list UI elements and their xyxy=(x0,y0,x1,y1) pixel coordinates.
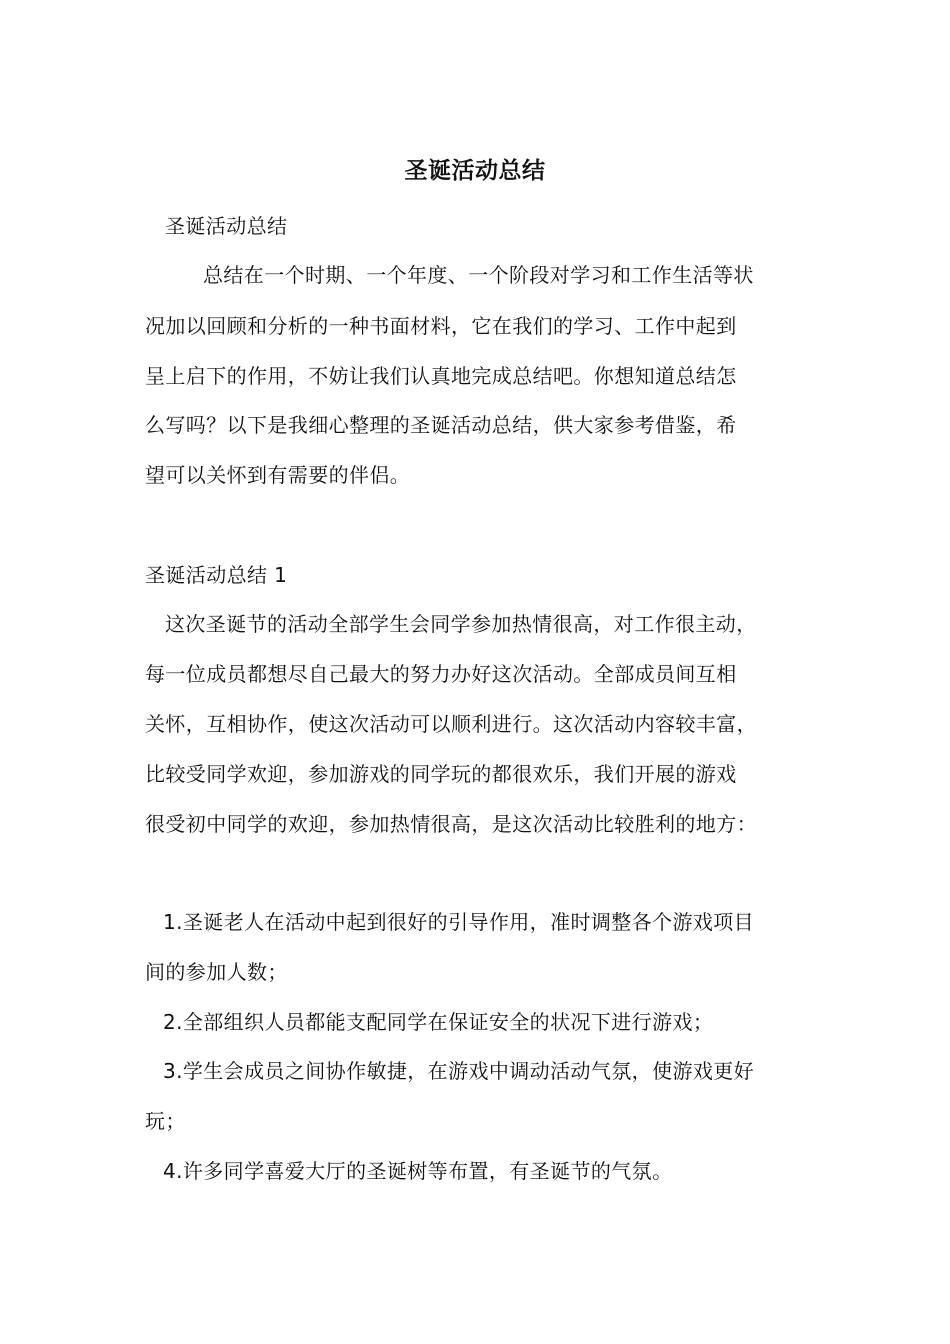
list-item: 3.学生会成员之间协作敏捷，在游戏中调动活动气氛，使游戏更好 xyxy=(163,1059,755,1083)
section-line: 很受初中同学的欢迎，参加热情很高，是这次活动比较胜利的地方： xyxy=(145,812,757,836)
subtitle: 圣诞活动总结 xyxy=(165,214,288,238)
intro-line: 么写吗？以下是我细心整理的圣诞活动总结，供大家参考借鉴，希 xyxy=(145,413,737,437)
list-item: 间的参加人数； xyxy=(145,960,288,984)
list-item: 4.许多同学喜爱大厅的圣诞树等布置，有圣诞节的气氛。 xyxy=(163,1159,673,1183)
list-item: 2.全部组织人员都能支配同学在保证安全的状况下进行游戏； xyxy=(163,1010,714,1034)
list-item: 1.圣诞老人在活动中起到很好的引导作用，准时调整各个游戏项目 xyxy=(163,910,755,934)
section-line: 每一位成员都想尽自己最大的努力办好这次活动。全部成员间互相 xyxy=(145,662,737,686)
section-line: 这次圣诞节的活动全部学生会同学参加热情很高，对工作很主动， xyxy=(165,612,757,636)
intro-line: 望可以关怀到有需要的伴侣。 xyxy=(145,463,411,487)
intro-line: 总结在一个时期、一个年度、一个阶段对学习和工作生活等状 xyxy=(203,263,754,287)
list-item: 玩； xyxy=(145,1109,186,1133)
section-line: 比较受同学欢迎，参加游戏的同学玩的都很欢乐，我们开展的游戏 xyxy=(145,762,737,786)
document-title: 圣诞活动总结 xyxy=(404,158,546,184)
section-line: 关怀，互相协作，使这次活动可以顺利进行。这次活动内容较丰富， xyxy=(145,712,757,736)
intro-line: 况加以回顾和分析的一种书面材料，它在我们的学习、工作中起到 xyxy=(145,314,737,338)
section-heading: 圣诞活动总结 1 xyxy=(145,563,288,587)
intro-line: 呈上启下的作用，不妨让我们认真地完成总结吧。你想知道总结怎 xyxy=(145,364,737,388)
